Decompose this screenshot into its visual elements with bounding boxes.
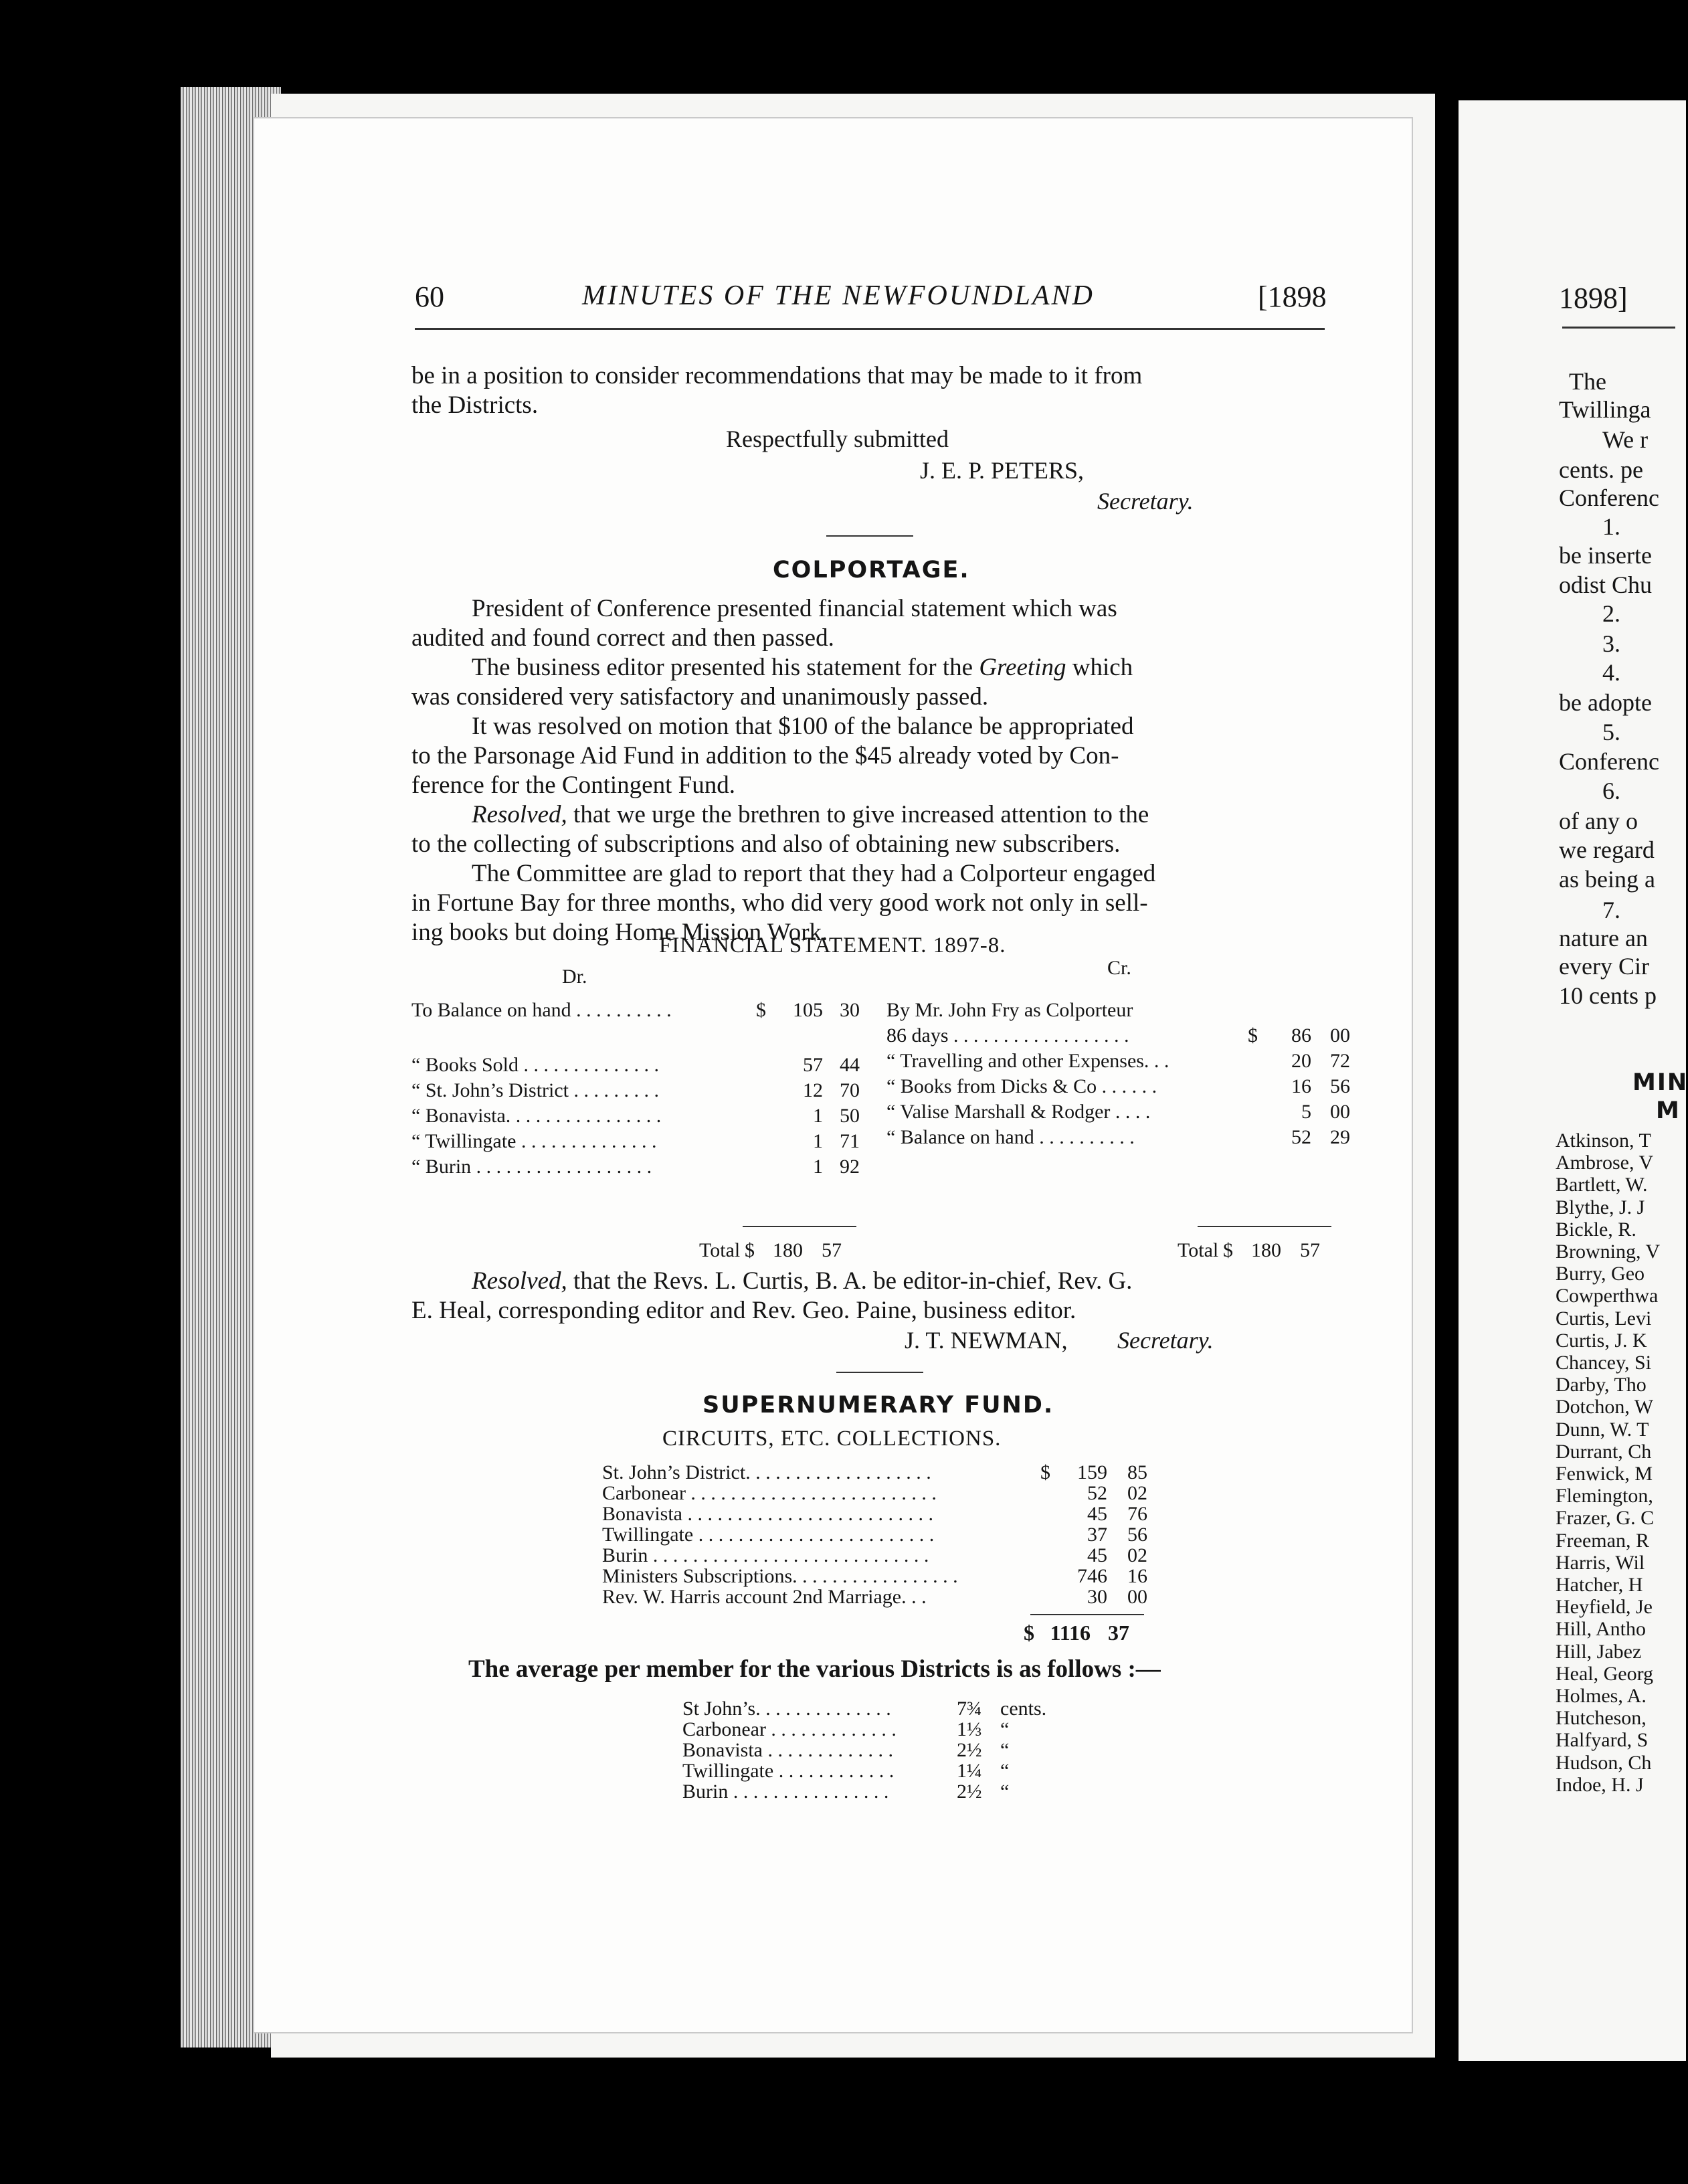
supernumerary-dollars: 30 — [1087, 1586, 1107, 1608]
credit-row — [886, 1024, 1350, 1050]
credit-total-rule — [1198, 1226, 1331, 1227]
supernumerary-label: Rev. W. Harris account 2nd Marriage. . . — [602, 1586, 927, 1608]
supernumerary-dollars: 746 — [1077, 1565, 1107, 1587]
page-number: 60 — [415, 280, 444, 313]
debit-label: “ Bonavista. . . . . . . . . . . . . . . . — [411, 1105, 662, 1127]
right-name-entry: Hill, Jabez — [1556, 1640, 1642, 1663]
supernumerary-cents: 00 — [1127, 1586, 1147, 1608]
debit-cents: 70 — [840, 1079, 860, 1101]
paragraph-line: to the Parsonage Aid Fund in addition to the $45 already voted by Con- — [411, 742, 1119, 769]
credit-column-label: Cr. — [1107, 957, 1131, 979]
supernumerary-row — [602, 1524, 1147, 1544]
average-label: Carbonear . . . . . . . . . . . . . — [682, 1718, 897, 1740]
credit-cents: 56 — [1330, 1075, 1350, 1097]
debit-dollar-sign: $ — [756, 999, 766, 1021]
right-name-entry: Holmes, A. — [1556, 1685, 1647, 1707]
paragraph-line: was considered very satisfactory and unanimously passed. — [411, 683, 989, 711]
debit-label: To Balance on hand . . . . . . . . . . — [411, 999, 672, 1021]
debit-label: “ Twillingate . . . . . . . . . . . . . . — [411, 1130, 657, 1152]
editors-resolution — [411, 1267, 1335, 1326]
credit-row — [886, 999, 1350, 1024]
paragraph-line: The business editor presented his statement for the — [472, 654, 973, 681]
credit-dollar-sign: $ — [1248, 1024, 1258, 1046]
credit-label: 86 days . . . . . . . . . . . . . . . . . . — [886, 1024, 1129, 1046]
supernumerary-row — [602, 1565, 1147, 1586]
closing-text: Respectfully submitted — [726, 426, 949, 452]
debit-row — [411, 1156, 860, 1181]
debit-dollars: 105 — [793, 999, 823, 1021]
average-unit: “ — [1000, 1718, 1010, 1740]
credit-total — [1178, 1239, 1338, 1262]
paragraph-line: that the Revs. L. Curtis, B. A. be editor-in-chief, Rev. G. — [567, 1267, 1133, 1295]
average-row — [682, 1739, 1084, 1760]
paragraph — [411, 653, 1331, 712]
right-page-line: 4. — [1602, 659, 1620, 686]
supernumerary-cents: 76 — [1127, 1503, 1147, 1525]
right-page-line: as being a — [1559, 866, 1655, 893]
intro-line: the Districts. — [411, 391, 539, 419]
section-divider — [836, 1372, 923, 1373]
right-page-line: nature an — [1559, 925, 1648, 951]
debit-dollars: 1 — [813, 1105, 823, 1127]
average-unit: cents. — [1000, 1698, 1047, 1720]
credit-dollars: 16 — [1291, 1075, 1311, 1097]
running-year: [1898 — [1258, 280, 1327, 313]
debit-cents: 92 — [840, 1156, 860, 1178]
colportage-body — [411, 594, 1331, 947]
right-name-entry: Curtis, J. K — [1556, 1329, 1647, 1352]
credit-label: “ Balance on hand . . . . . . . . . . — [886, 1126, 1135, 1148]
credit-dollars: 20 — [1291, 1050, 1311, 1072]
average-value: 2½ — [957, 1781, 982, 1803]
paragraph-line: audited and found correct and then passed. — [411, 624, 834, 652]
supernumerary-cents: 16 — [1127, 1565, 1147, 1587]
right-name-entry: Blythe, J. J — [1556, 1196, 1645, 1218]
right-page-line: 6. — [1602, 778, 1620, 804]
right-page-line: 1. — [1602, 513, 1620, 540]
supernumerary-cents: 02 — [1127, 1544, 1147, 1566]
average-row — [682, 1698, 1084, 1718]
right-name-entry: Bickle, R. — [1556, 1218, 1636, 1241]
total-cents: 57 — [1300, 1239, 1320, 1261]
running-title: MINUTES OF THE NEWFOUNDLAND — [582, 280, 1095, 311]
supernumerary-label: St. John’s District. . . . . . . . . . . . . . . . . . . — [602, 1461, 931, 1483]
header-rule — [415, 328, 1325, 330]
signer-title: Secretary. — [1117, 1327, 1214, 1354]
supernumerary-total — [1024, 1621, 1171, 1645]
supernumerary-cents: 56 — [1127, 1524, 1147, 1546]
debit-label: “ St. John’s District . . . . . . . . . — [411, 1079, 660, 1101]
right-name-entry: Dunn, W. T — [1556, 1418, 1649, 1441]
credit-dollars: 5 — [1301, 1101, 1311, 1123]
right-name-entry: Durrant, Ch — [1556, 1440, 1652, 1463]
supernumerary-row — [602, 1503, 1147, 1524]
right-page-line: odist Chu — [1559, 571, 1653, 598]
paragraph-word: which — [1072, 654, 1133, 681]
right-page-line: Conferenc — [1559, 484, 1659, 511]
average-label: Twillingate . . . . . . . . . . . . — [682, 1760, 895, 1782]
right-name-entry: Hudson, Ch — [1556, 1751, 1652, 1774]
average-heading: The average per member for the various Districts is as follows :— — [468, 1655, 1161, 1683]
supernumerary-dollars: 45 — [1087, 1544, 1107, 1566]
paragraph — [411, 712, 1331, 800]
debit-total-rule — [743, 1226, 856, 1227]
total-label: Total — [1178, 1239, 1219, 1261]
right-page-line: every Cir — [1559, 953, 1649, 980]
right-page-line: We r — [1602, 426, 1649, 453]
credit-dollars: 52 — [1291, 1126, 1311, 1148]
average-value: 1⅓ — [957, 1718, 982, 1740]
credit-row — [886, 1126, 1350, 1152]
total-dollars: 1116 — [1050, 1621, 1091, 1645]
right-name-entry: Heyfield, Je — [1556, 1596, 1653, 1619]
right-name-entry: Atkinson, T — [1556, 1129, 1651, 1152]
right-name-entry: Hill, Antho — [1556, 1618, 1647, 1641]
average-value: 1¼ — [957, 1760, 982, 1782]
right-page-line: 2. — [1602, 600, 1620, 627]
right-name-entry: Hatcher, H — [1556, 1574, 1643, 1596]
right-name-entry: Halfyard, S — [1556, 1729, 1649, 1752]
financial-title: FINANCIAL STATEMENT. 1897-8. — [659, 933, 1006, 958]
supernumerary-label: Burin . . . . . . . . . . . . . . . . . . . . . . . . . . . . — [602, 1544, 929, 1566]
debit-dollars: 12 — [803, 1079, 823, 1101]
right-name-entry: Frazer, G. C — [1556, 1507, 1655, 1530]
average-row — [682, 1760, 1084, 1781]
right-name-entry: Harris, Wil — [1556, 1551, 1645, 1574]
debit-dollars: 1 — [813, 1156, 823, 1178]
credit-cents: 29 — [1330, 1126, 1350, 1148]
right-name-entry: Bartlett, W. — [1556, 1174, 1648, 1196]
total-dollars: 180 — [773, 1239, 803, 1261]
debit-row — [411, 1130, 860, 1156]
colportage-heading: COLPORTAGE. — [773, 557, 970, 583]
right-page-line: we regard — [1559, 836, 1655, 863]
right-name-entry: Heal, Georg — [1556, 1662, 1654, 1685]
credit-row — [886, 1050, 1350, 1075]
average-unit: “ — [1000, 1739, 1010, 1761]
italic-word: Greeting — [979, 654, 1066, 681]
right-name-entry: Browning, V — [1556, 1241, 1661, 1263]
credit-cents: 00 — [1330, 1024, 1350, 1046]
debit-dollars: 1 — [813, 1130, 823, 1152]
debit-cents: 50 — [840, 1105, 860, 1127]
credit-cents: 00 — [1330, 1101, 1350, 1123]
average-value: 2½ — [957, 1739, 982, 1761]
intro-text — [411, 361, 1331, 420]
paragraph-line: that we urge the brethren to give increased attention to the — [567, 801, 1149, 828]
debit-cents: 44 — [840, 1054, 860, 1076]
italic-lead: Resolved, — [472, 801, 567, 828]
right-page-line: 5. — [1602, 719, 1620, 745]
right-name-entry: Curtis, Levi — [1556, 1307, 1652, 1330]
supernumerary-label: Ministers Subscriptions. . . . . . . . . . . . . . . . . — [602, 1565, 958, 1587]
supernumerary-row — [602, 1482, 1147, 1503]
right-header-rule — [1562, 327, 1675, 329]
debit-total — [699, 1239, 860, 1262]
right-page-line: be inserte — [1559, 542, 1652, 569]
right-name-entry: Cowperthwa — [1556, 1285, 1659, 1307]
supernumerary-cents: 02 — [1127, 1482, 1147, 1504]
right-heading: MIN — [1632, 1069, 1688, 1096]
total-dollar-sign: $ — [1223, 1239, 1233, 1261]
right-page-line: Conferenc — [1559, 748, 1659, 775]
right-page-line: 10 cents p — [1559, 982, 1657, 1009]
credit-label: By Mr. John Fry as Colporteur — [886, 999, 1133, 1021]
paragraph-line: E. Heal, corresponding editor and Rev. Geo. Paine, business editor. — [411, 1297, 1076, 1324]
signer-title: Secretary. — [1097, 488, 1194, 515]
supernumerary-subheading: CIRCUITS, ETC. COLLECTIONS. — [662, 1427, 1002, 1451]
supernumerary-total-rule — [1030, 1614, 1144, 1615]
total-dollars: 180 — [1251, 1239, 1281, 1261]
total-dollar-sign: $ — [745, 1239, 755, 1261]
debit-column-label: Dr. — [562, 966, 587, 988]
average-row — [682, 1718, 1084, 1739]
debit-cents: 71 — [840, 1130, 860, 1152]
debit-cents: 30 — [840, 999, 860, 1021]
credit-cents: 72 — [1330, 1050, 1350, 1072]
paragraph-line: to the collecting of subscriptions and also of obtaining new subscribers. — [411, 830, 1121, 858]
credit-label: “ Books from Dicks & Co . . . . . . — [886, 1075, 1157, 1097]
debit-row — [411, 999, 860, 1024]
right-page-line: 7. — [1602, 897, 1620, 923]
credit-label: “ Travelling and other Expenses. . . — [886, 1050, 1169, 1072]
paragraph-line: The Committee are glad to report that they had a Colporteur engaged — [472, 860, 1156, 887]
right-name-entry: Freeman, R — [1556, 1529, 1649, 1552]
signer-name: J. T. NEWMAN, — [905, 1327, 1068, 1354]
paragraph-line: It was resolved on motion that $100 of the balance be appropriated — [472, 713, 1134, 740]
debit-row — [411, 1105, 860, 1130]
credit-label: “ Valise Marshall & Rodger . . . . — [886, 1101, 1151, 1123]
total-label: Total — [699, 1239, 741, 1261]
total-cents: 57 — [822, 1239, 842, 1261]
right-name-entry: Fenwick, M — [1556, 1463, 1653, 1485]
section-divider — [826, 535, 913, 537]
paragraph-line: ference for the Contingent Fund. — [411, 771, 735, 799]
right-page-line: The — [1569, 368, 1606, 395]
right-name-entry: Dotchon, W — [1556, 1396, 1654, 1419]
right-name-entry: Flemington, — [1556, 1485, 1653, 1508]
average-label: Bonavista . . . . . . . . . . . . . — [682, 1739, 893, 1761]
paragraph — [411, 800, 1331, 859]
supernumerary-dollar-sign: $ — [1040, 1461, 1050, 1483]
supernumerary-label: Twillingate . . . . . . . . . . . . . . . . . . . . . . . . — [602, 1524, 935, 1546]
supernumerary-heading: SUPERNUMERARY FUND. — [702, 1392, 1054, 1419]
debit-label: “ Books Sold . . . . . . . . . . . . . . — [411, 1054, 660, 1076]
paragraph-line: in Fortune Bay for three months, who did very good work not only in sell- — [411, 889, 1148, 917]
right-page-line: cents. pe — [1559, 456, 1643, 483]
debit-label: “ Burin . . . . . . . . . . . . . . . . . . — [411, 1156, 652, 1178]
right-page-line: of any o — [1559, 808, 1638, 834]
right-page-line: 3. — [1602, 630, 1620, 657]
average-unit: “ — [1000, 1760, 1010, 1782]
credit-dollars: 86 — [1291, 1024, 1311, 1046]
right-name-entry: Indoe, H. J — [1556, 1773, 1644, 1796]
intro-line: be in a position to consider recommendations that may be made to it from — [411, 362, 1143, 389]
debit-dollars: 57 — [803, 1054, 823, 1076]
credit-row — [886, 1075, 1350, 1101]
supernumerary-row — [602, 1461, 1147, 1482]
supernumerary-dollars: 159 — [1077, 1461, 1107, 1483]
average-value: 7¾ — [957, 1698, 982, 1720]
total-cents: 37 — [1108, 1621, 1129, 1645]
supernumerary-row — [602, 1544, 1147, 1565]
paragraph-line: President of Conference presented financial statement which was — [472, 595, 1117, 622]
supernumerary-row — [602, 1586, 1147, 1607]
right-subheading: M — [1656, 1097, 1681, 1124]
supernumerary-dollars: 45 — [1087, 1503, 1107, 1525]
debit-row — [411, 1054, 860, 1079]
supernumerary-label: Carbonear . . . . . . . . . . . . . . . . . . . . . . . . . — [602, 1482, 937, 1504]
average-label: St John’s. . . . . . . . . . . . . . — [682, 1698, 891, 1720]
average-unit: “ — [1000, 1781, 1010, 1803]
right-name-entry: Darby, Tho — [1556, 1374, 1647, 1396]
supernumerary-label: Bonavista . . . . . . . . . . . . . . . . . . . . . . . . . — [602, 1503, 933, 1525]
right-page-line: be adopte — [1559, 689, 1652, 716]
right-name-entry: Ambrose, V — [1556, 1152, 1654, 1174]
paragraph-line: ing books but doing Home Mission Work. — [411, 919, 828, 946]
right-page-line: Twillinga — [1559, 396, 1651, 423]
right-name-entry: Hutcheson, — [1556, 1707, 1647, 1730]
italic-lead: Resolved, — [472, 1267, 567, 1295]
right-name-entry: Chancey, Si — [1556, 1352, 1652, 1374]
supernumerary-dollars: 37 — [1087, 1524, 1107, 1546]
average-label: Burin . . . . . . . . . . . . . . . . — [682, 1781, 889, 1803]
signer-name: J. E. P. PETERS, — [920, 457, 1085, 484]
supernumerary-dollars: 52 — [1087, 1482, 1107, 1504]
debit-row — [411, 1079, 860, 1105]
credit-row — [886, 1101, 1350, 1126]
supernumerary-cents: 85 — [1127, 1461, 1147, 1483]
right-name-entry: Burry, Geo — [1556, 1263, 1645, 1285]
paragraph — [411, 594, 1331, 653]
total-dollar-sign: $ — [1024, 1621, 1034, 1645]
average-row — [682, 1781, 1084, 1801]
right-running-year: 1898] — [1559, 282, 1628, 314]
